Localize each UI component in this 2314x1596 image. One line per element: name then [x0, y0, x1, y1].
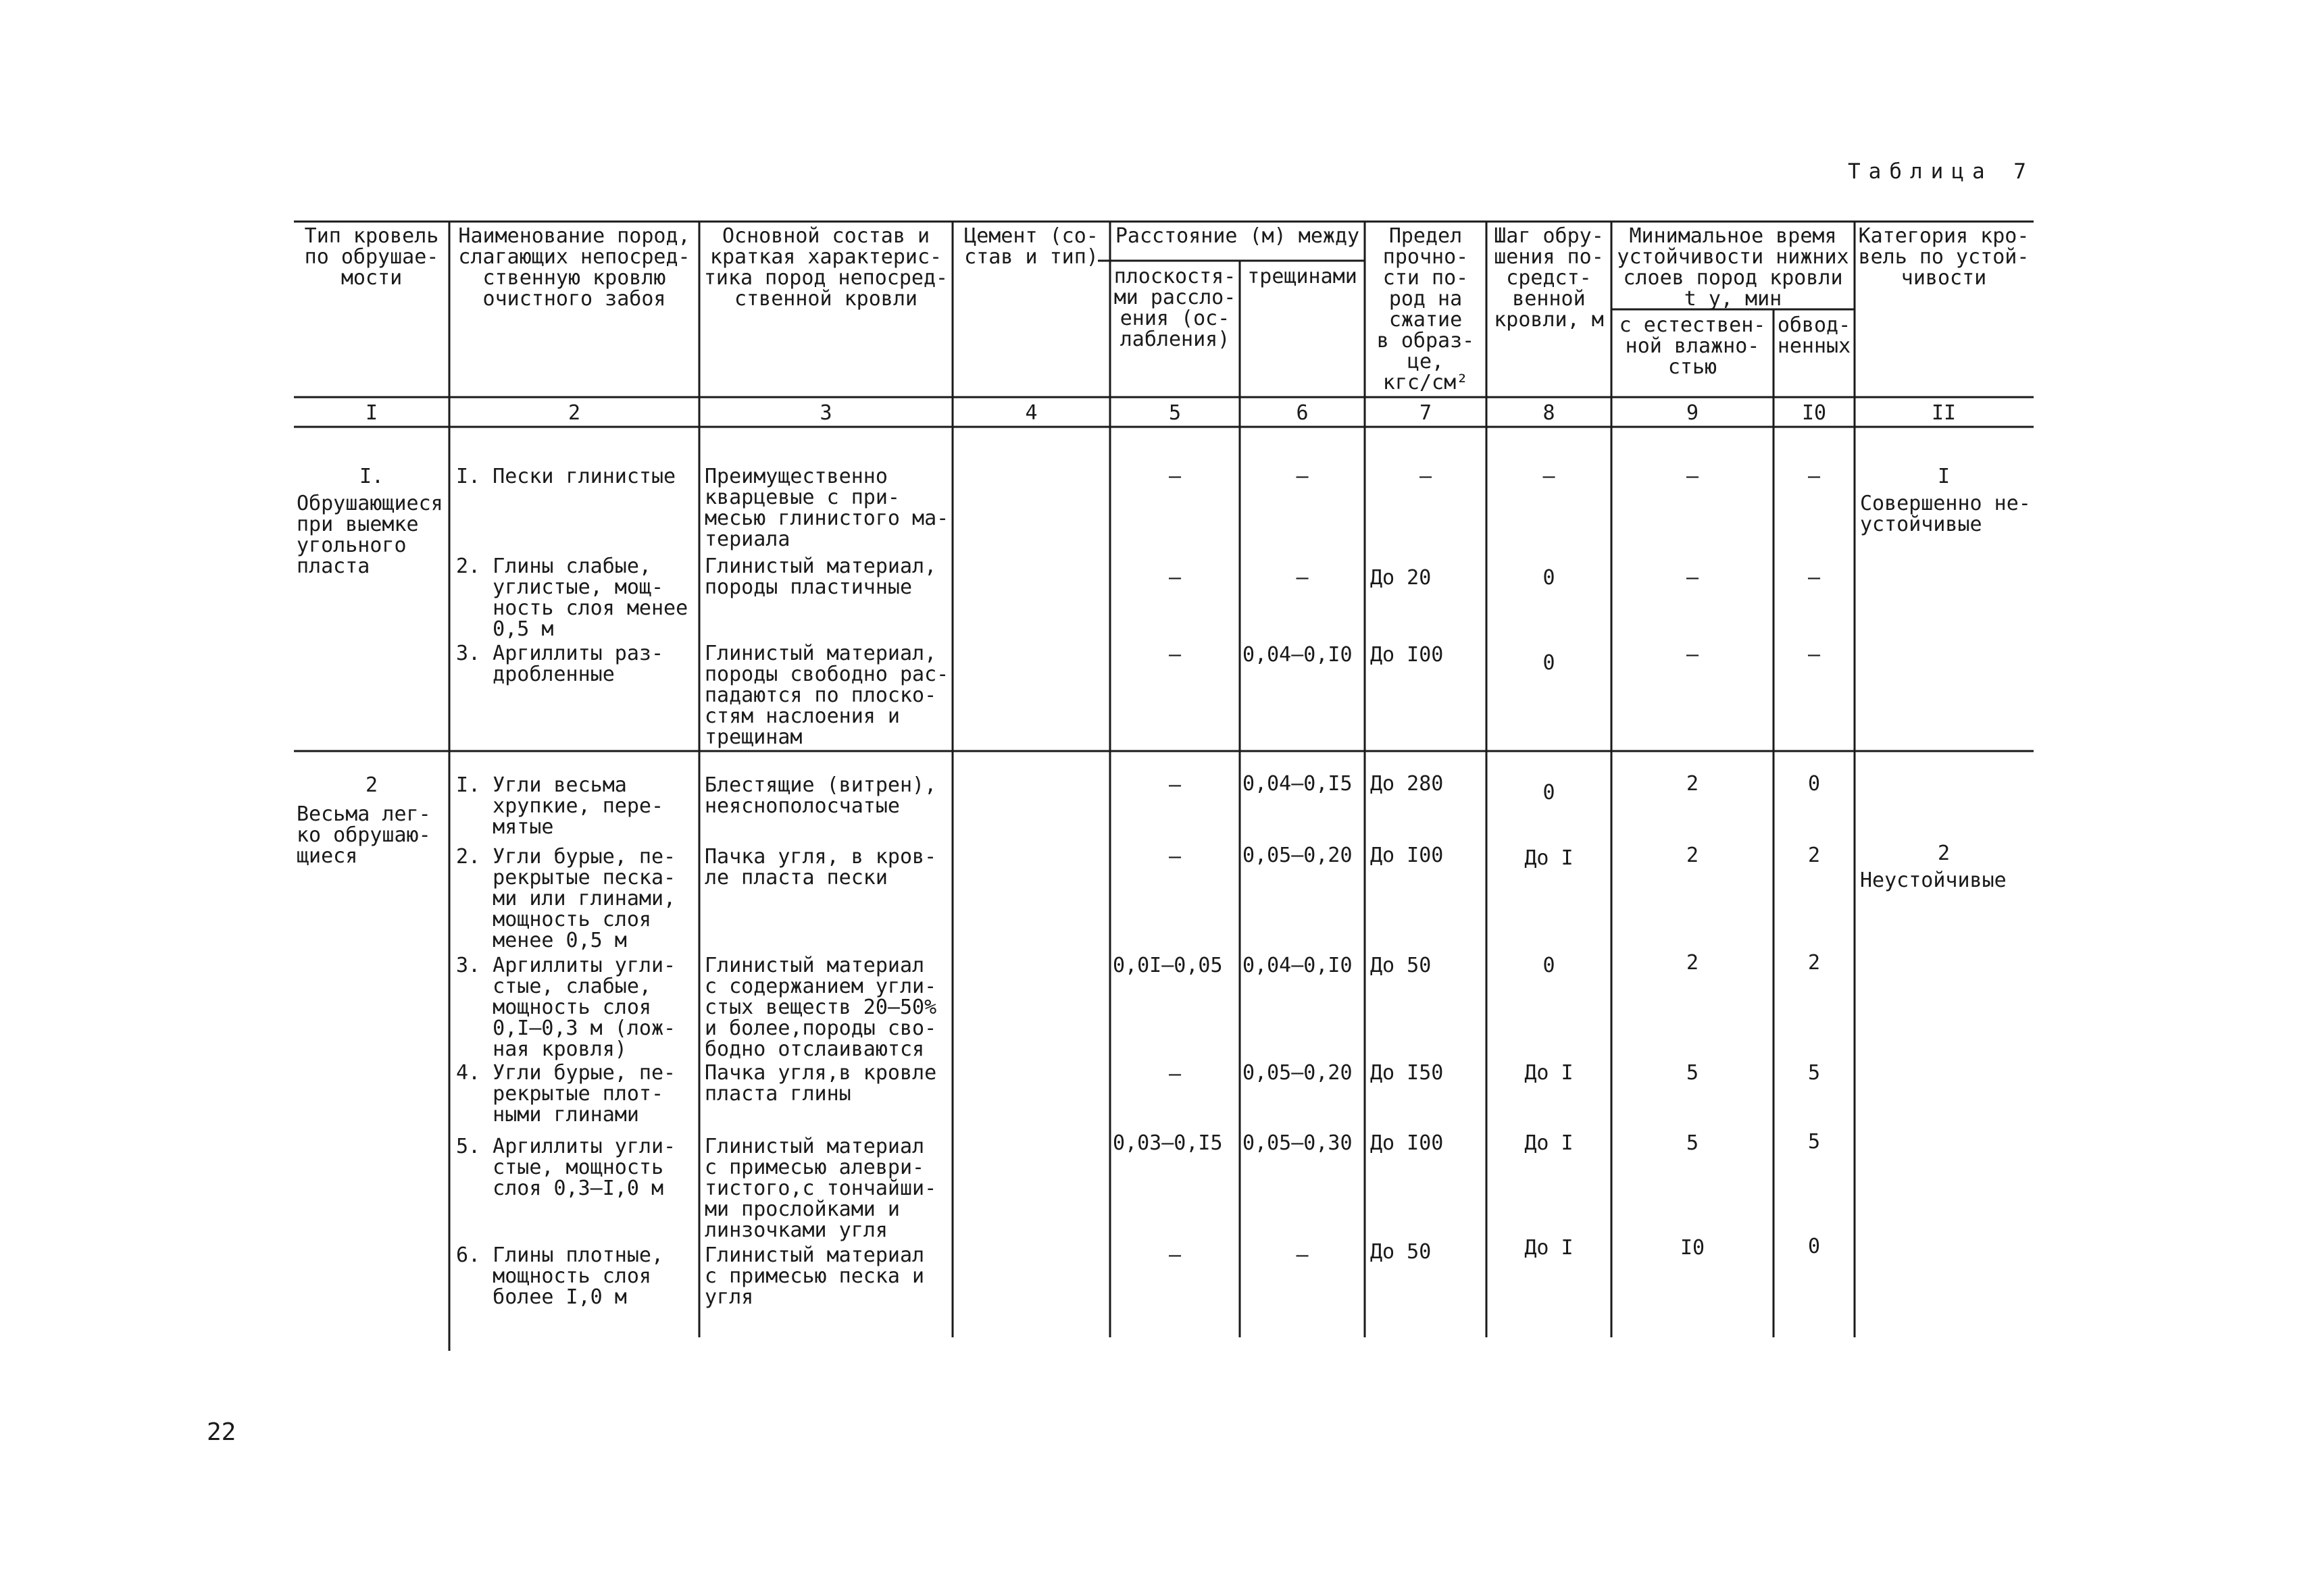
strength-value: До 280 [1370, 772, 1444, 796]
column-number: 4 [1025, 401, 1038, 425]
header-strength: Предел прочно- сти по- род на сжатие в образ- це, кгс/см² [1376, 224, 1475, 394]
header-watered: обвод- ненных [1777, 313, 1851, 358]
rock-name: 2. Глины слабые, углистые, мощ- ность слоя менее 0,5 м [456, 555, 688, 641]
watered-value: – [1807, 566, 1821, 590]
rock-composition: Пачка угля, в кров- ле пласта пески [705, 845, 937, 890]
watered-value: 5 [1807, 1130, 1821, 1154]
natural-moisture-value: – [1686, 643, 1699, 667]
rock-name: 2. Угли бурые, пе- рекрытые песка- ми или глинами, мощность слоя менее 0,5 м [456, 845, 676, 952]
strength-value: До 50 [1370, 954, 1432, 977]
distance-planes-value: – [1168, 1062, 1182, 1086]
collapse-step-value: До I [1524, 1061, 1574, 1085]
column-number: 7 [1419, 401, 1432, 425]
distance-cracks-value: – [1296, 465, 1309, 488]
collapse-step-value: – [1542, 465, 1555, 488]
category-number: 2 [1937, 842, 1951, 865]
collapse-step-value: 0 [1542, 954, 1555, 977]
roof-type-number: I. [359, 465, 384, 488]
column-number: I0 [1801, 401, 1827, 425]
header-distance-cracks: трещинами [1247, 265, 1357, 288]
distance-planes-value: – [1168, 845, 1182, 869]
natural-moisture-value: 5 [1686, 1131, 1699, 1155]
watered-value: 5 [1807, 1061, 1821, 1085]
strength-value: До I50 [1370, 1061, 1444, 1085]
collapse-step-value: 0 [1542, 781, 1555, 804]
roof-type-number: 2 [365, 773, 378, 797]
distance-cracks-value: 0,04–0,I0 [1242, 643, 1353, 667]
header-distance: Расстояние (м) между [1115, 224, 1360, 248]
natural-moisture-value: 2 [1686, 951, 1699, 975]
distance-cracks-value: – [1296, 566, 1309, 590]
natural-moisture-value: 2 [1686, 844, 1699, 867]
collapse-step-value: До I [1524, 1236, 1574, 1260]
column-number: 8 [1542, 401, 1555, 425]
table-label: Таблица 7 [1848, 159, 2034, 184]
collapse-step-value: До I [1524, 846, 1574, 870]
strength-value: До I00 [1370, 1131, 1444, 1155]
page-number: 22 [207, 1418, 236, 1446]
strength-value: До I00 [1370, 844, 1444, 867]
watered-value: 2 [1807, 951, 1821, 975]
rock-composition: Блестящие (витрен), неяснополосчатые [705, 773, 937, 818]
rock-name: I. Пески глинистые [456, 465, 676, 488]
header-category: Категория кро- вель по устой- чивости [1858, 224, 2030, 290]
rock-roof-table [294, 216, 2034, 1364]
rock-name: 3. Аргиллиты раз- дробленные [456, 642, 664, 686]
header-natural-moisture: с естествен- ной влажно- стью [1619, 313, 1766, 379]
strength-value: До 20 [1370, 566, 1432, 590]
distance-planes-value: 0,03–0,I5 [1113, 1131, 1223, 1155]
rock-composition: Глинистый материал с примесью алеври- тистого,с тончайши- ми прослойками и линзочками угля [705, 1135, 937, 1242]
collapse-step-value: 0 [1542, 566, 1555, 590]
rock-name: 3. Аргиллиты угли- стые, слабые, мощность слоя 0,I–0,3 м (лож- ная кровля) [456, 954, 676, 1061]
watered-value: – [1807, 465, 1821, 488]
natural-moisture-value: – [1686, 465, 1699, 488]
distance-cracks-value: 0,04–0,I5 [1242, 772, 1353, 796]
column-number: 3 [820, 401, 832, 425]
rock-composition: Глинистый материал с примесью песка и угля [705, 1243, 925, 1309]
header-roof-type: Тип кровель по обрушае- мости [304, 224, 439, 290]
distance-cracks-value: – [1296, 1243, 1309, 1267]
distance-planes-value: – [1168, 465, 1182, 488]
watered-value: 0 [1807, 1235, 1821, 1258]
watered-value: 0 [1807, 772, 1821, 796]
roof-type-name: Обрушающиеся при выемке угольного пласта [297, 492, 443, 578]
distance-planes-value: 0,0I–0,05 [1113, 954, 1223, 977]
column-number: I [365, 401, 378, 425]
natural-moisture-value: 5 [1686, 1061, 1699, 1085]
distance-planes-value: – [1168, 1243, 1182, 1267]
header-cement: Цемент (со- став и тип) [964, 224, 1099, 269]
column-number: 9 [1686, 401, 1699, 425]
header-collapse-step: Шаг обру- шения по- средст- венной кровли, м [1494, 224, 1604, 332]
watered-value: – [1807, 643, 1821, 667]
header-distance-planes: плоскостя- ми рассло- ения (ос- лабления) [1113, 265, 1236, 351]
distance-planes-value: – [1168, 773, 1182, 797]
strength-value: До I00 [1370, 643, 1444, 667]
natural-moisture-value: – [1686, 566, 1699, 590]
header-stability-time: Минимальное время устойчивости нижних слоев пород кровли t у, мин [1617, 224, 1849, 311]
natural-moisture-value: I0 [1680, 1236, 1705, 1260]
rock-name: 5. Аргиллиты угли- стые, мощность слоя 0,3–I,0 м [456, 1135, 676, 1200]
strength-value: До 50 [1370, 1240, 1432, 1264]
roof-type-name: Весьма лег- ко обрушаю- щиеся [297, 802, 431, 868]
distance-cracks-value: 0,05–0,20 [1242, 844, 1353, 867]
column-number: 6 [1296, 401, 1309, 425]
distance-cracks-value: 0,05–0,30 [1242, 1131, 1353, 1155]
rock-name: I. Угли весьма хрупкие, пере- мятые [456, 773, 664, 839]
category-name: Неустойчивые [1860, 869, 2007, 892]
distance-planes-value: – [1168, 566, 1182, 590]
distance-cracks-value: 0,05–0,20 [1242, 1061, 1353, 1085]
natural-moisture-value: 2 [1686, 772, 1699, 796]
category-name: Совершенно не- устойчивые [1860, 492, 2031, 536]
distance-cracks-value: 0,04–0,I0 [1242, 954, 1353, 977]
column-number: II [1931, 401, 1957, 425]
collapse-step-value: 0 [1542, 651, 1555, 675]
rock-name: 4. Угли бурые, пе- рекрытые плот- ными глинами [456, 1061, 676, 1127]
rock-composition: Пачка угля,в кровле пласта глины [705, 1061, 937, 1106]
rock-name: 6. Глины плотные, мощность слоя более I,0 м [456, 1243, 664, 1309]
rock-composition: Преимущественно кварцевые с при- месью глинистого ма- териала [705, 465, 949, 551]
distance-planes-value: – [1168, 643, 1182, 667]
watered-value: 2 [1807, 844, 1821, 867]
column-number: 2 [568, 401, 581, 425]
collapse-step-value: До I [1524, 1131, 1574, 1155]
header-composition: Основной состав и краткая характерис- тика пород непосред- ственной кровли [703, 224, 949, 311]
category-number: I [1937, 465, 1951, 488]
strength-value: – [1419, 465, 1432, 488]
rock-composition: Глинистый материал, породы пластичные [705, 555, 937, 599]
header-rock-names: Наименование пород, слагающих непосред- ственную кровлю очистного забоя [458, 224, 690, 311]
rock-composition: Глинистый материал с содержанием угли- стых веществ 20–50% и более,породы сво- бодно отслаиваются [705, 954, 937, 1061]
column-number: 5 [1168, 401, 1182, 425]
rock-composition: Глинистый материал, породы свободно рас- падаются по плоско- стям наслоения и трещинам [705, 642, 949, 749]
